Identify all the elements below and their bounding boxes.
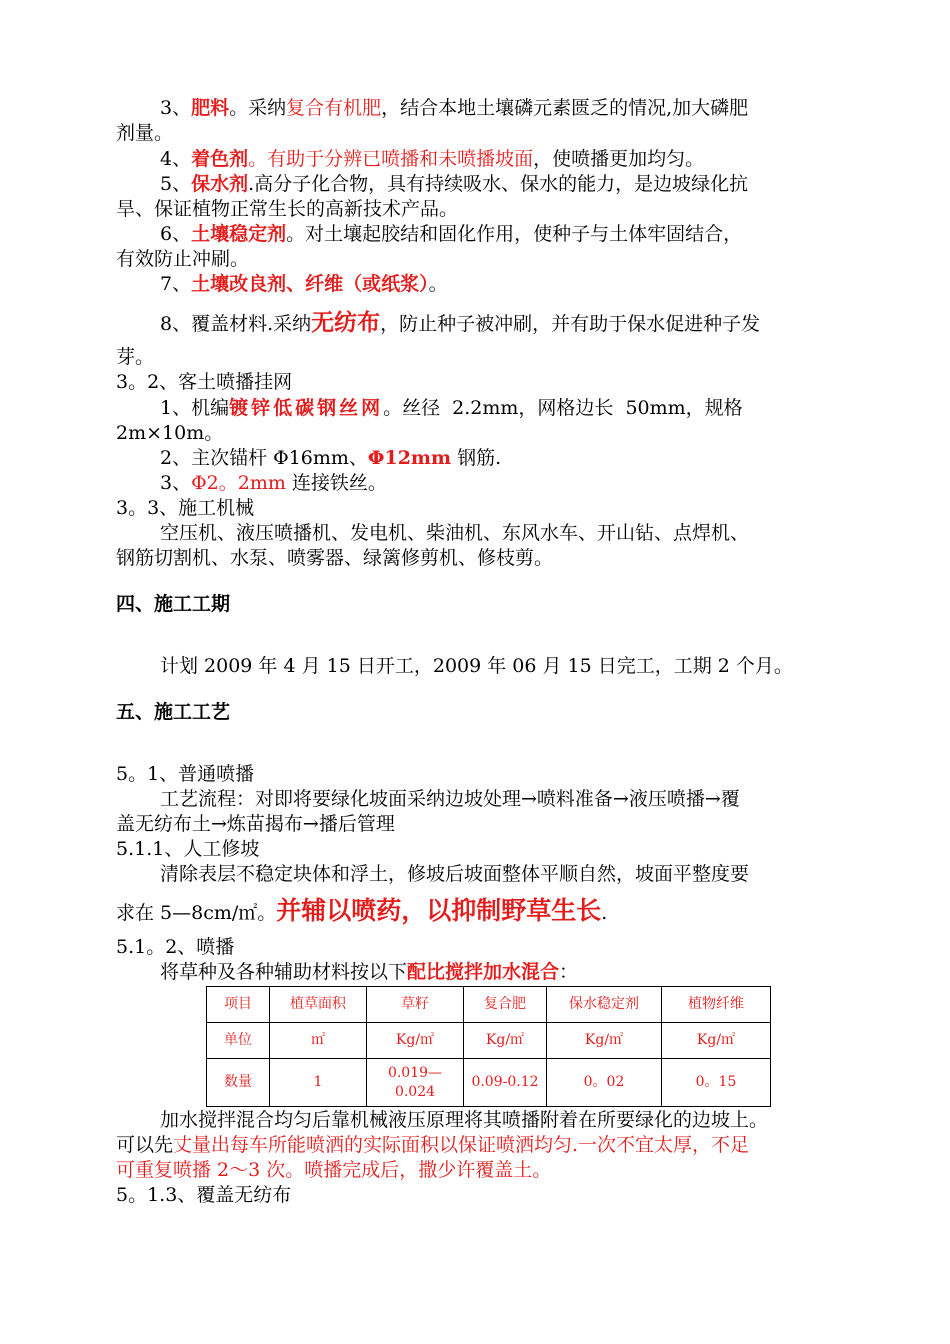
after-line2: 可以先丈量出每车所能喷洒的实际面积以保证喷洒均匀.一次不宜太厚，不足 bbox=[116, 1134, 750, 1156]
table-header-row bbox=[207, 987, 771, 1023]
table-cell: 草籽 bbox=[367, 987, 464, 1023]
table-cell: Kg/㎡ bbox=[662, 1023, 771, 1059]
s33-line2: 钢筋切割机、水泵、喷雾器、绿篱修剪机、修枝剪。 bbox=[116, 547, 554, 569]
table-cell: Kg/㎡ bbox=[367, 1023, 464, 1059]
s32-item-2: 2、主次锚杆 Φ16mm、Φ12mm 钢筋. bbox=[160, 447, 502, 469]
table-cell: 单位 bbox=[207, 1023, 270, 1059]
section-3-3-title: 3。3、施工机械 bbox=[116, 497, 255, 519]
section-5-heading: 五、施工工艺 bbox=[116, 701, 231, 723]
item-8-line1: 8、覆盖材料.采纳无纺布，防止种子被冲刷，并有助于保水促进种子发 bbox=[160, 309, 761, 336]
mix-intro: 将草种及各种辅助材料按以下配比搅拌加水混合： bbox=[160, 961, 579, 983]
cell-line: 0.019— bbox=[387, 1064, 443, 1081]
table-cell: 0。15 bbox=[662, 1059, 771, 1107]
item-3-line1: 3、肥料。采纳复合有机肥，结合本地土壤磷元素匮乏的情况,加大磷肥 bbox=[160, 97, 749, 119]
item-5-line2: 旱、保证植物正常生长的高新技术产品。 bbox=[116, 198, 459, 220]
s33-line1: 空压机、液压喷播机、发电机、柴油机、东风水车、开山钻、点焊机、 bbox=[160, 522, 750, 544]
s32-item-1-line1: 1、机编镀锌低碳钢丝网。丝径 2.2mm，网格边长 50mm，规格 bbox=[160, 397, 743, 419]
table-cell: 项目 bbox=[207, 987, 270, 1023]
s32-item-1-line2: 2m×10m。 bbox=[116, 422, 224, 444]
table-cell: 1 bbox=[270, 1059, 367, 1107]
trim-line2: 求在 5—8cm/㎡。并辅以喷药，以抑制野草生长. bbox=[116, 896, 608, 925]
table-cell: 0.09-0.12 bbox=[464, 1059, 547, 1107]
table-cell: Kg/㎡ bbox=[464, 1023, 547, 1059]
item-3-line2: 剂量。 bbox=[116, 122, 174, 144]
table-cell: ㎡ bbox=[270, 1023, 367, 1059]
table-cell: 0。02 bbox=[547, 1059, 662, 1107]
section-5-1-2-title: 5.1。2、喷播 bbox=[116, 936, 235, 958]
table-cell: 植物纤维 bbox=[662, 987, 771, 1023]
section-5-1-title: 5。1、普通喷播 bbox=[116, 763, 255, 785]
item-4: 4、着色剂。有助于分辨已喷播和未喷播坡面，使喷播更加均匀。 bbox=[160, 148, 705, 170]
item-8-line2: 芽。 bbox=[116, 346, 155, 368]
section-4-heading: 四、施工工期 bbox=[116, 593, 231, 615]
item-6-line2: 有效防止冲刷。 bbox=[116, 248, 250, 270]
s32-item-3: 3、Φ2。2mm 连接铁丝。 bbox=[160, 472, 387, 494]
section-3-2-title: 3。2、客土喷播挂网 bbox=[116, 371, 293, 393]
section-5-1-1-title: 5.1.1、人工修坡 bbox=[116, 838, 260, 860]
cell-line: 0.024 bbox=[394, 1083, 436, 1100]
table-row bbox=[207, 1059, 771, 1107]
flow-line2: 盖无纺布土→炼苗揭布→播后管理 bbox=[116, 813, 395, 835]
item-6-line1: 6、土壤稳定剂。对土壤起胶结和固化作用，使种子与土体牢固结合， bbox=[160, 223, 743, 245]
section-5-1-3-title: 5。1.3、覆盖无纺布 bbox=[116, 1184, 292, 1206]
item-7: 7、土壤改良剂、纤维（或纸浆）。 bbox=[160, 273, 448, 295]
trim-line1: 清除表层不稳定块体和浮土，修坡后坡面整体平顺自然，坡面平整度要 bbox=[160, 863, 750, 885]
table-cell: 保水稳定剂 bbox=[547, 987, 662, 1023]
section-4-text: 计划 2009 年 4 月 15 日开工，2009 年 06 月 15 日完工，工期 2 个月。 bbox=[160, 655, 793, 677]
item-5-line1: 5、保水剂.高分子化合物，具有持续吸水、保水的能力，是边坡绿化抗 bbox=[160, 173, 749, 195]
table-cell: 复合肥 bbox=[464, 987, 547, 1023]
mix-ratio-table bbox=[206, 986, 771, 1107]
after-line1: 加水搅拌混合均匀后靠机械液压原理将其喷播附着在所要绿化的边坡上。 bbox=[160, 1109, 769, 1131]
after-line3: 可重复喷播 2～3 次。喷播完成后，撒少许覆盖土。 bbox=[116, 1159, 552, 1181]
table-cell: 数量 bbox=[207, 1059, 270, 1107]
table-cell: Kg/㎡ bbox=[547, 1023, 662, 1059]
flow-line1: 工艺流程：对即将要绿化坡面采纳边坡处理→喷料准备→液压喷播→覆 bbox=[160, 788, 740, 810]
table-row bbox=[207, 1023, 771, 1059]
table-cell: 植草面积 bbox=[270, 987, 367, 1023]
table-cell bbox=[367, 1059, 464, 1107]
